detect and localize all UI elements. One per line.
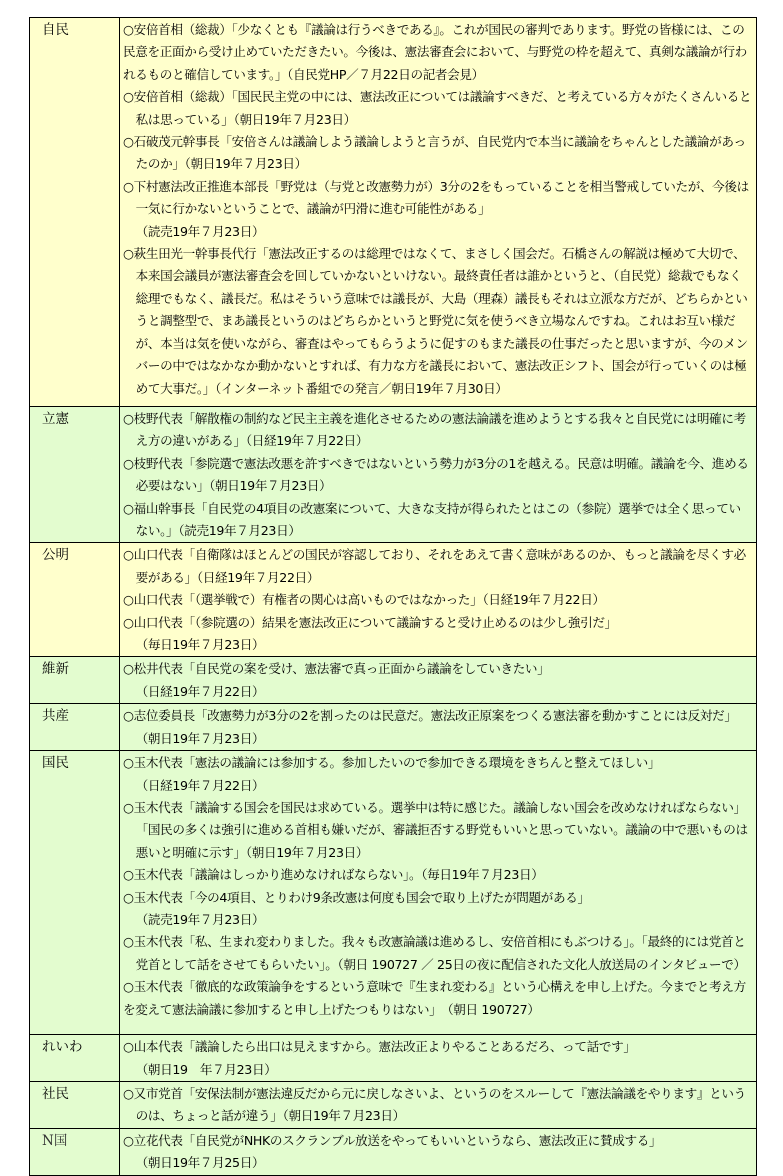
quotes-cell [120, 751, 757, 1035]
quote-source: （朝日19 年７月23日） [135, 1061, 277, 1077]
party-name-cell: れいわ [30, 1035, 120, 1082]
quote-source: （読売19年７月23日） [135, 911, 265, 927]
quote: ○志位委員長「改憲勢力が3分の2を割ったのは民意だ。憲法改正原案をつくる憲法審を動かすことには反対だ」（朝日19年７月23日） [123, 708, 737, 746]
quote: ○山口代表「（参院選の）結果を憲法改正について議論すると受け止めるのは少し強引だ」 [123, 614, 617, 630]
quote: ○玉木代表「私、生まれ変わりました。我々も改憲論議は進めるし、安倍首相にもぶつける」。「最終的には党首と党首として話をさせてもらいたい」。（朝日 190727 ／ 25日の夜に配信された文化人放送局のインタビューで） [123, 934, 746, 972]
quotes-cell [120, 407, 757, 543]
table-row-nkoku [30, 1128, 757, 1175]
quote: ○玉木代表「議論はしっかり進めなければならない」。（毎日19年７月23日） [123, 867, 544, 883]
quotes-cell [120, 1128, 757, 1175]
quote: ○玉木代表「議論する国会を国民は求めている。選挙中は特に感じた。議論しない国会を改めなければならない」「国民の多くは強引に進める首相も嫌いだが、審議拒否する野党もいいと思っていない。議論の中で悪いものは悪いと明確に示す」（朝日19年７月23日） [123, 799, 748, 860]
party-name-cell: 国民 [30, 751, 120, 1035]
table-row-kyosan [30, 704, 757, 751]
quote: ○又市党首「安保法制が憲法違反だから元に戻しなさいよ、というのをスルーして『憲法論議をやります』というのは、ちょっと話が違う」（朝日19年７月23日） [123, 1085, 746, 1124]
quote: ○福山幹事長「自民党の4項目の改憲案について、大きな支持が得られたとはこの（参院）選挙では全く思っていない。」（読売19年７月23日） [123, 500, 741, 539]
party-name-cell: 維新 [30, 657, 120, 704]
table-row-kokumin [30, 751, 757, 1035]
party-name-cell: N国 [30, 1128, 120, 1175]
quote: ○下村憲法改正推進本部長「野党は（与党と改憲勢力が）3分の2をもっていることを相当警戒していたが、今後は一気に行かないということで、議論が円滑に進む可能性がある」 [123, 178, 749, 217]
quote: ○石破茂元幹事長「安倍さんは議論しよう議論しようと言うが、自民党内で本当に議論をちゃんとした議論があったのか」（朝日19年７月23日） [123, 134, 746, 172]
table-row-ishin [30, 657, 757, 704]
quote: ○山口代表「自衛隊はほとんどの国民が容認しており、それをあえて書く意味があるのか、もっと議論を尽くす必要がある」（日経19年７月22日） [123, 547, 746, 585]
quote: ○山本代表「議論したら出口は見えますから。憲法改正よりやることあるだろ、って話です」 [123, 1039, 636, 1055]
quote: ○立花代表「自民党がNHKのスクランブル放送をやってもいいというなら、憲法改正に賛成する」 [123, 1132, 662, 1148]
party-name-cell: 公明 [30, 543, 120, 657]
table-row-reiwa [30, 1035, 757, 1082]
quote-source: （読売19年７月23日） [135, 223, 265, 239]
table-row-komei [30, 543, 757, 657]
quotes-cell [120, 657, 757, 704]
quote: ○枝野代表「参院選で憲法改悪を許すべきではないという勢力が3分の1を越える。民意は明確。議論を今、進める必要はない」（朝日19年７月23日） [123, 455, 749, 494]
quote-source: （日経19年７月22日） [135, 683, 265, 699]
quote: ○玉木代表「徹底的な政策論争をするという意味で『生まれ変わる』という心構えを申し上げた。今までと考え方を変えて憲法論議に参加すると申し上げたつもりはない」 （朝日 190727） [123, 979, 746, 1017]
quote: ○山口代表「（選挙戦で）有権者の関心は高いものではなかった」（日経19年７月22日） [123, 592, 605, 608]
quotes-cell [120, 1035, 757, 1082]
quote: ○安倍首相（総裁）「国民民主党の中には、憲法改正については議論すべきだ、と考えている方々がたくさんいると私は思っている」（朝日19年７月23日） [123, 89, 752, 127]
party-name-cell: 共産 [30, 704, 120, 751]
quote: ○萩生田光一幹事長代行「憲法改正するのは総理ではなくて、まさしく国会だ。石橋さんの解説は極めて大切で、本来国会議員が憲法審査会を回していかないといけない。最終責任者は誰かというと、（自民党）総裁でもなく総理でもなく、議長だ。私はそういう意味では議長が、大島（理森）議長もそれは立派な方だが、どちらかというと調整型で、まあ議長というのはどちらかというと野党に気を使うべき立場なんですね。これはお互い様だが、本当は気を使いながら、審査はやってもらうように促すのもまた議長の仕事だったと思いますが、今のメンバーの中ではなかなか動かないとすれば、有力な方を議長において、憲法改正シフト、国会が行っていくのは極めて大事だ。」（インターネット番組での発言／朝日19年７月30日） [123, 246, 748, 396]
quotes-cell [120, 704, 757, 751]
party-name-cell: 自民 [30, 18, 120, 407]
quote: ○安倍首相（総裁）「少なくとも『議論は行うべきである』。これが国民の審判であります。野党の皆様には、この民意を正面から受け止めていただきたい。今後は、憲法審査会において、与野党の枠を超えて、真剣な議論が行われるものと確信しています。」（自民党HP／７月22日の記者会見） [123, 22, 747, 82]
quote: ○松井代表「自民党の案を受け、憲法審で真っ正面から議論をしていきたい」 [123, 661, 550, 677]
quote-source: （日経19年７月22日） [135, 777, 265, 793]
quote-source: （朝日19年７月25日） [135, 1155, 265, 1171]
table-row-shamin [30, 1081, 757, 1128]
quote: ○玉木代表「憲法の議論には参加する。参加したいので参加できる環境をきちんと整えてほしい」 [123, 755, 661, 771]
quote-source: （毎日19年７月23日） [135, 637, 265, 653]
party-name-cell: 立憲 [30, 407, 120, 543]
quotes-cell [120, 18, 757, 407]
party-statements-table [29, 17, 757, 1176]
quote: ○玉木代表「今の4項目、とりわけ9条改憲は何度も国会で取り上げたが問題がある」 [123, 889, 590, 905]
quote: ○枝野代表「解散権の制約など民主主義を進化させるための憲法論議を進めようとする我々と自民党には明確に考え方の違いがある」（日経19年７月22日） [123, 411, 746, 449]
quotes-cell [120, 1081, 757, 1128]
table-row-rikken [30, 407, 757, 543]
table-row-jimin [30, 18, 757, 407]
party-name-cell: 社民 [30, 1081, 120, 1128]
quotes-cell [120, 543, 757, 657]
